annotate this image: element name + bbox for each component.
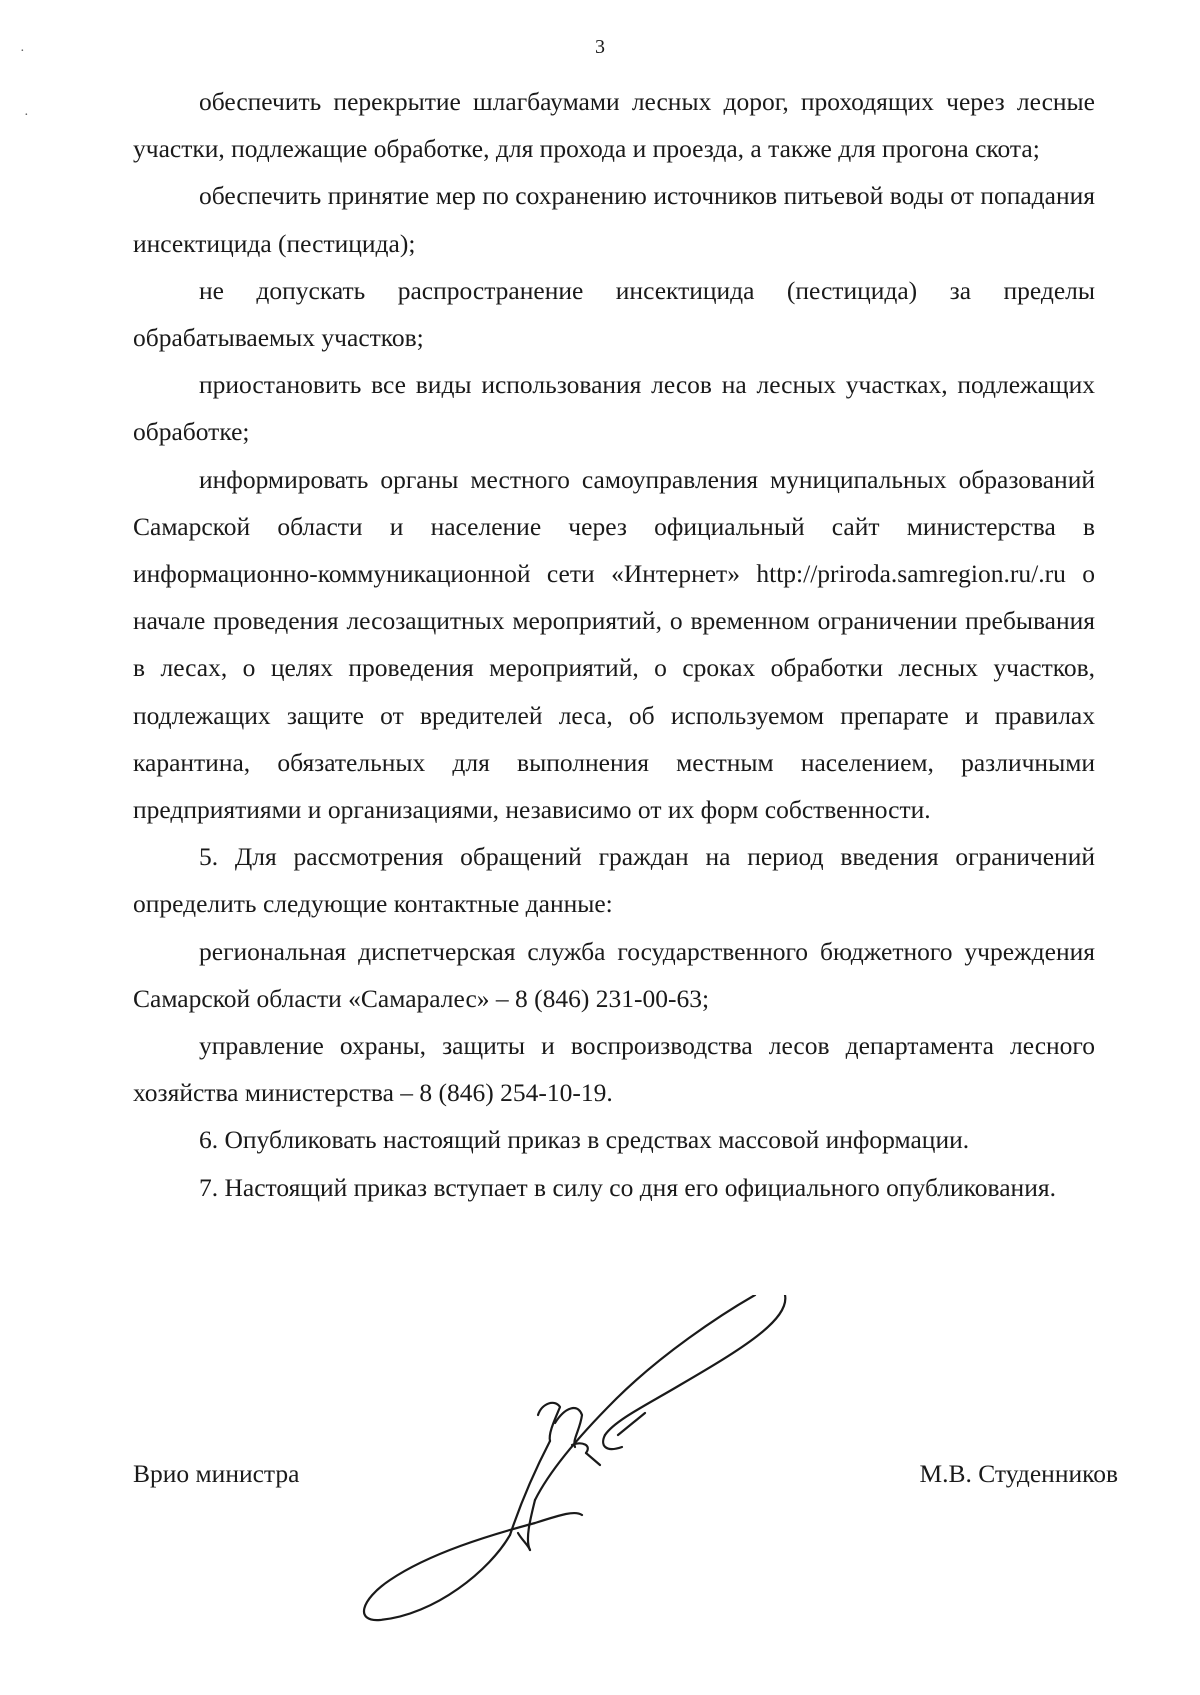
paragraph-water-sources: обеспечить принятие мер по сохранению источников питьевой воды от попадания инсектицида (пестицида); bbox=[133, 181, 1095, 258]
paragraph-dispatch-contact: региональная диспетчерская служба государственного бюджетного учреждения Самарской области «Самаралес» – 8 (846) 231-00-63; bbox=[133, 936, 1095, 1013]
document-body bbox=[133, 78, 1095, 1211]
paragraph-item-7: 7. Настоящий приказ вступает в силу со дня его официального опубликования. bbox=[199, 1172, 1056, 1202]
paragraph-department-contact: управление охраны, защиты и воспроизводства лесов департамента лесного хозяйства министерства – 8 (846) 254-10-19. bbox=[133, 1031, 1095, 1108]
paragraph-suspend-use: приостановить все виды использования лесов на лесных участках, подлежащих обработке; bbox=[133, 370, 1095, 447]
scan-speck: · bbox=[20, 44, 25, 59]
scan-speck: · bbox=[24, 108, 29, 123]
paragraph-inform: информировать органы местного самоуправления муниципальных образований Самарской области и население через официальный сайт министерства в информационно-коммуникационной сети «Интернет» http://priroda.samregion.ru/.ru о начале проведения лесозащитных мероприятий, о временном ограничении пребывания в лесах, о целях проведения мероприятий, о сроках обработки лесных участков, подлежащих защите от вредителей леса, об используемом препарате и правилах карантина, обязательных для выполнения местным населением, различными предприятиями и организациями, независимо от их форм собственности. bbox=[133, 464, 1095, 825]
page-number: 3 bbox=[595, 36, 605, 58]
signatory-name: М.В. Студенников bbox=[919, 1459, 1118, 1488]
paragraph-item-5: 5. Для рассмотрения обращений граждан на период введения ограничений определить следующие контактные данные: bbox=[133, 842, 1095, 919]
paragraph-spread: не допускать распространение инсектицида (пестицида) за пределы обрабатываемых участков; bbox=[133, 275, 1095, 353]
handwritten-signature bbox=[360, 1295, 900, 1655]
paragraph-item-6: 6. Опубликовать настоящий приказ в средствах массовой информации. bbox=[199, 1125, 970, 1155]
paragraph-barriers: обеспечить перекрытие шлагбаумами лесных дорог, проходящих через лесные участки, подлежащие обработке, для прохода и проезда, а также для прогона скота; bbox=[133, 87, 1095, 164]
signatory-position: Врио министра bbox=[133, 1459, 300, 1488]
